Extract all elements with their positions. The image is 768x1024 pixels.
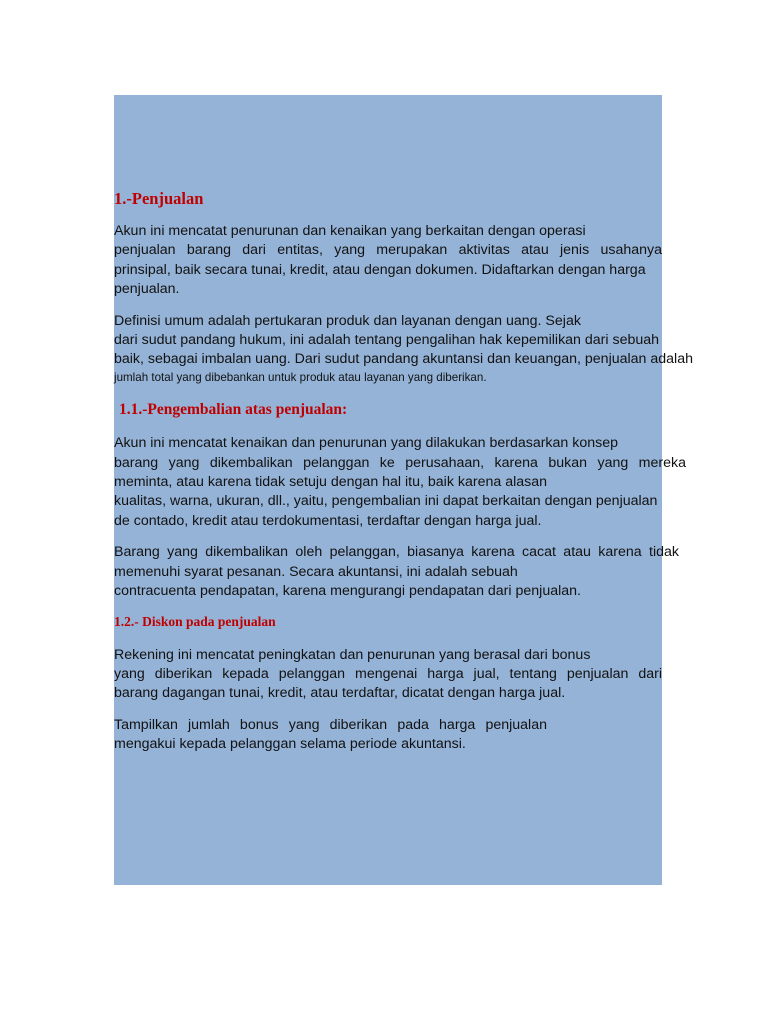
paragraph-line: de contado, kredit atau terdokumentasi, terdaftar dengan harga jual. bbox=[114, 513, 542, 529]
paragraph-line: barang yang dikembalikan pelanggan ke perusahaan, karena bukan yang mereka bbox=[114, 455, 686, 471]
paragraph-line: penjualan barang dari entitas, yang merupakan aktivitas atau jenis usahanya bbox=[114, 242, 662, 258]
paragraph-line: memenuhi syarat pesanan. Secara akuntansi, ini adalah sebuah bbox=[114, 564, 518, 580]
paragraph-line: baik, sebagai imbalan uang. Dari sudut pandang akuntansi dan keuangan, penjualan adalah bbox=[114, 351, 693, 367]
paragraph-line: yang diberikan kepada pelanggan mengenai harga jual, tentang penjualan dari bbox=[114, 666, 662, 682]
paragraph-line: penjualan. bbox=[114, 281, 180, 297]
heading-penjualan: 1.-Penjualan bbox=[114, 189, 204, 208]
paragraph-line: Akun ini mencatat penurunan dan kenaikan yang berkaitan dengan operasi bbox=[114, 223, 586, 239]
paragraph-line: Barang yang dikembalikan oleh pelanggan, biasanya karena cacat atau karena tidak bbox=[114, 544, 679, 560]
heading-diskon: 1.2.- Diskon pada penjualan bbox=[114, 614, 276, 629]
paragraph-line: Rekening ini mencatat peningkatan dan penurunan yang berasal dari bonus bbox=[114, 647, 591, 663]
paragraph-line: contracuenta pendapatan, karena mengurangi pendapatan dari penjualan. bbox=[114, 583, 581, 599]
paragraph-line: jumlah total yang dibebankan untuk produk atau layanan yang diberikan. bbox=[114, 371, 487, 384]
paragraph-line: Tampilkan jumlah bonus yang diberikan pada harga penjualan bbox=[114, 717, 547, 733]
paragraph-line: mengakui kepada pelanggan selama periode akuntansi. bbox=[114, 736, 466, 752]
paragraph-line: Definisi umum adalah pertukaran produk dan layanan dengan uang. Sejak bbox=[114, 313, 581, 329]
paragraph-line: dari sudut pandang hukum, ini adalah tentang pengalihan hak kepemilikan dari sebuah bbox=[114, 332, 660, 348]
paragraph-line: kualitas, warna, ukuran, dll., yaitu, pengembalian ini dapat berkaitan dengan penjualan bbox=[114, 493, 658, 509]
paragraph-line: Akun ini mencatat kenaikan dan penurunan yang dilakukan berdasarkan konsep bbox=[114, 435, 619, 451]
paragraph-line: meminta, atau karena tidak setuju dengan hal itu, baik karena alasan bbox=[114, 474, 547, 490]
paragraph-line: barang dagangan tunai, kredit, atau terdaftar, dicatat dengan harga jual. bbox=[114, 685, 566, 701]
heading-pengembalian: 1.1.-Pengembalian atas penjualan: bbox=[119, 401, 348, 418]
paragraph-line: prinsipal, baik secara tunai, kredit, atau dengan dokumen. Didaftarkan dengan harga bbox=[114, 262, 646, 278]
